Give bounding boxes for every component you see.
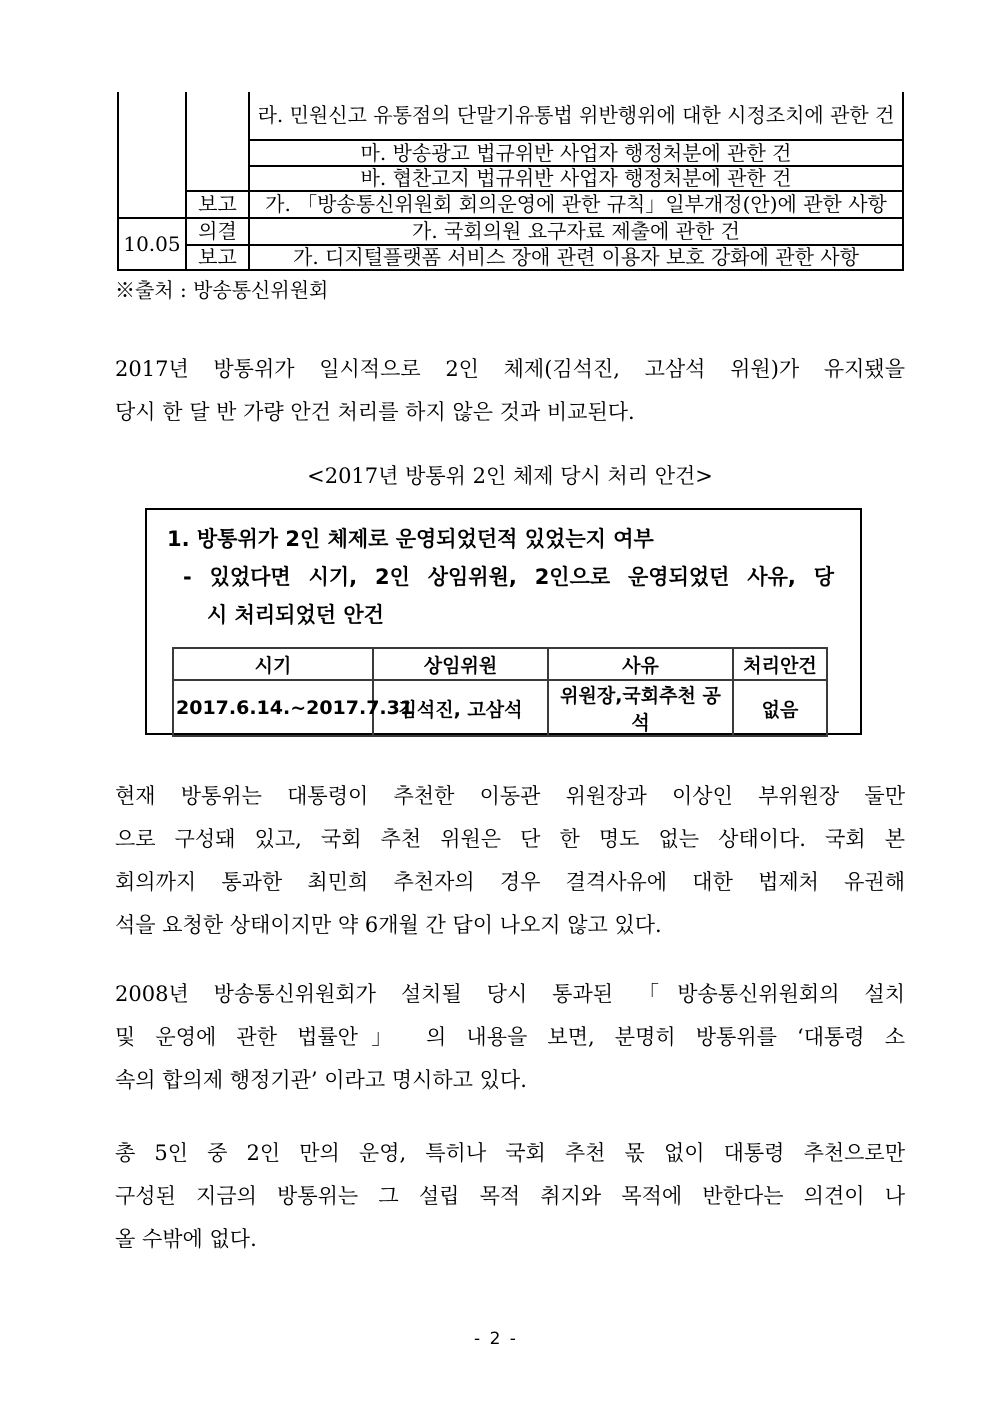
- table-row: [118, 92, 903, 140]
- paragraph-line: 2008년 방송통신위원회가 설치될 당시 통과된 「방송통신위원회의 설치: [115, 982, 905, 1006]
- document-content: [115, 0, 905, 1261]
- table-cell-items: 없음: [733, 680, 827, 736]
- caption-title: <2017년 방통위 2인 체제 당시 처리 안건>: [307, 464, 713, 488]
- agenda-type-cell: 보고: [186, 245, 249, 270]
- paragraph-line: 현재 방통위는 대통령이 추천한 이동관 위원장과 이상인 부위원장 둘만: [115, 784, 905, 808]
- agenda-type-cell: 의결: [186, 218, 249, 245]
- paragraph-line: 및 운영에 관한 법률안」 의 내용을 보면, 분명히 방통위를 ‘대통령 소: [115, 1025, 905, 1049]
- inquiry-line: 시 처리되었던 안건: [207, 603, 384, 627]
- agenda-item-cell: 바. 협찬고지 법규위반 사업자 행정처분에 관한 건: [249, 166, 903, 191]
- agenda-item-cell: 마. 방송광고 법규위반 사업자 행정처분에 관한 건: [249, 140, 903, 166]
- table-row: [118, 245, 903, 270]
- paragraph-line: 올 수밖에 없다.: [115, 1227, 257, 1251]
- agenda-table: [117, 92, 904, 271]
- paragraph-1: [115, 348, 905, 434]
- processed-agenda-table: [172, 647, 828, 737]
- table-row: [173, 680, 827, 736]
- agenda-type-cell: 보고: [186, 191, 249, 218]
- agenda-item-cell: 가. 「방송통신위원회 회의운영에 관한 규칙」일부개정(안)에 관한 사항: [249, 191, 903, 218]
- agenda-item-cell: 라. 민원신고 유통점의 단말기유통법 위반행위에 대한 시정조치에 관한 건: [249, 92, 903, 140]
- paragraph-2: [115, 775, 905, 947]
- paragraph-line: 석을 요청한 상태이지만 약 6개월 간 답이 나오지 않고 있다.: [115, 913, 662, 937]
- paragraph-line: 속의 합의제 행정기관’ 이라고 명시하고 있다.: [115, 1068, 527, 1092]
- column-header-reason: 사유: [548, 648, 733, 680]
- table-cell-reason: 위원장,국회추천 공석: [548, 680, 733, 736]
- agenda-date-cell: [118, 92, 186, 218]
- column-header-items: 처리안건: [733, 648, 827, 680]
- paragraph-line: 총 5인 중 2인 만의 운영, 특히나 국회 추천 몫 없이 대통령 추천으로만: [115, 1141, 905, 1165]
- paragraph-line: 회의까지 통과한 최민희 추천자의 경우 결격사유에 대한 법제처 유권해: [115, 870, 905, 894]
- column-header-commissioners: 상임위원: [373, 648, 548, 680]
- table-cell-commissioners: 김석진, 고삼석: [373, 680, 548, 736]
- paragraph-line: 2017년 방통위가 일시적으로 2인 체제(김석진, 고삼석 위원)가 유지됐을: [115, 357, 905, 381]
- agenda-item-cell: 가. 국회의원 요구자료 제출에 관한 건: [249, 218, 903, 245]
- inquiry-line: 1. 방통위가 2인 체제로 운영되었던적 있었는지 여부: [167, 527, 654, 551]
- table-row: [118, 218, 903, 245]
- inquiry-box: [145, 508, 862, 735]
- inquiry-line: - 있었다면 시기, 2인 상임위원, 2인으로 운영되었던 사유, 당: [183, 565, 834, 589]
- table-cell-period: 2017.6.14.~2017.7.31: [173, 680, 373, 736]
- paragraph-4: [115, 1132, 905, 1261]
- source-note: ※출처 : 방송통신위원회: [115, 278, 329, 302]
- table-row: [118, 191, 903, 218]
- table-header-row: [173, 648, 827, 680]
- agenda-date-cell: 10.05: [118, 218, 186, 270]
- paragraph-3: [115, 973, 905, 1102]
- paragraph-line: 당시 한 달 반 가량 안건 처리를 하지 않은 것과 비교된다.: [115, 400, 635, 424]
- agenda-type-cell: [186, 92, 249, 191]
- page-number: - 2 -: [474, 1329, 518, 1349]
- column-header-period: 시기: [173, 648, 373, 680]
- paragraph-line: 으로 구성돼 있고, 국회 추천 위원은 단 한 명도 없는 상태이다. 국회 본: [115, 827, 905, 851]
- paragraph-line: 구성된 지금의 방통위는 그 설립 목적 취지와 목적에 반한다는 의견이 나: [115, 1184, 905, 1208]
- agenda-item-cell: 가. 디지털플랫폼 서비스 장애 관련 이용자 보호 강화에 관한 사항: [249, 245, 903, 270]
